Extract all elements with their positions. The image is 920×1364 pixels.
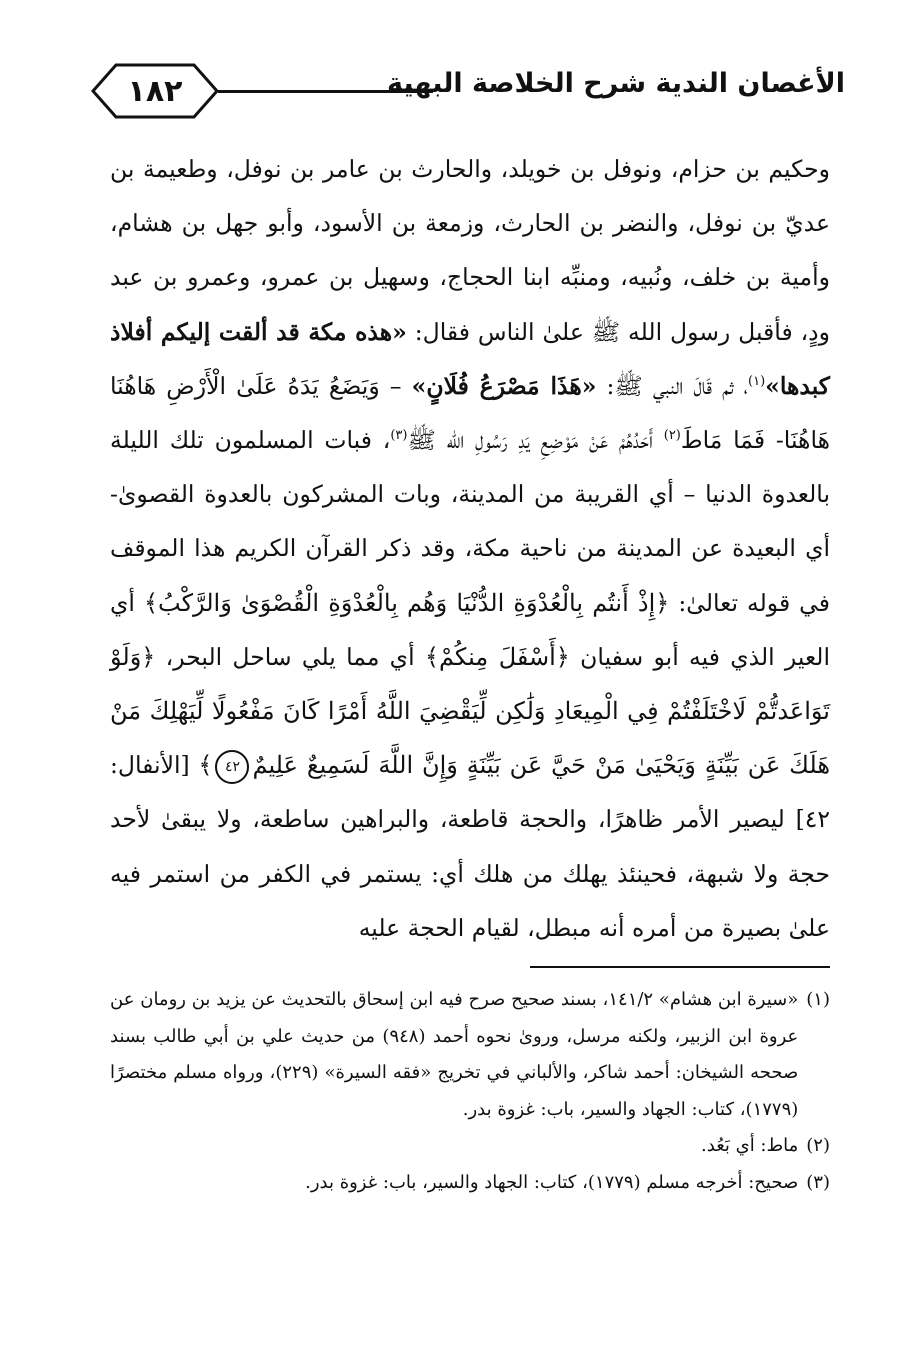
text-segment: أي مما يلي ساحل البحر، — [155, 642, 425, 671]
quran-verse: ﴿أَسْفَلَ مِنكُمْ﴾ — [424, 642, 570, 671]
quran-bracket: ﴾ — [198, 751, 213, 780]
page-number-badge — [90, 62, 220, 120]
footnote-number: (١) — [806, 989, 830, 1010]
text-segment: وحكيم بن حزام، ونوفل بن خويلد، والحارث بن عامر بن نوفل، وطعيمة بن عديّ بن نوفل، والنضر بن الحارث، وزمعة بن الأسود، وأبو جهل بن هشام، وأمية بن خلف، ونُبيه، ومنبِّه ابنا الحجاج، وسهيل بن عمرو، وعمرو بن عبد ودٍ، فأقبل رسول الله ﷺ علىٰ الناس فقال: — [110, 155, 830, 346]
footnote-text: «سيرة ابن هشام» ١٤١/٢، بسند صحيح صرح فيه ابن إسحاق بالتحديث عن يزيد بن رومان عن عروة ابن الزبير، ولكنه مرسل، وروىٰ نحوه أحمد (٩٤٨) من حديث علي بن أبي طالب بسند صححه الشيخان: أحمد شاكر، والألباني في تخريج «فقه السيرة» (٢٢٩)، ورواه مسلم مختصرًا (١٧٧٩)، كتاب: الجهاد والسير، باب: غزوة بدر. — [110, 989, 799, 1120]
footnote-number: (٣) — [806, 1171, 830, 1193]
text-segment: [الأنفال: ٤٢] ليصير الأمر ظاهرًا، والحجة قاطعة، والبراهين ساطعة، ولا يبقىٰ لأحد حجة ولا شبهة، فحينئذ يهلك من هلك أي: يستمر في الكفر من استمر فيه علىٰ بصيرة من أمره أنه مبطل، لقيام الحجة عليه — [110, 751, 830, 942]
main-text — [110, 142, 830, 955]
page-header — [90, 62, 845, 122]
footnote-ref-2[interactable]: (٢) — [663, 428, 681, 444]
footnote-separator — [530, 966, 830, 968]
footnote-ref-3[interactable]: (٣) — [390, 428, 408, 444]
text-segment: ، فبات المسلمون تلك الليلة بالعدوة الدنيا – أي القريبة من المدينة، وبات المشركون بالعدوة القصوىٰ- أي البعيدة عن المدينة من ناحية مكة، وقد ذكر القرآن الكريم هذا الموقف في قوله تعالىٰ: — [110, 426, 830, 617]
page-number: ١٨٢ — [127, 73, 183, 109]
footnote-item — [110, 1128, 830, 1165]
text-segment: – وَيَضَعُ يَدَهُ عَلَىٰ الْأَرْضِ هَاهُنَا هَاهُنَا- فَمَا مَاطَ — [110, 371, 831, 455]
main-paragraph — [110, 142, 830, 955]
footnote-ref-1[interactable]: (١) — [748, 373, 766, 389]
quran-verse: ﴿إِذْ أَنتُم بِالْعُدْوَةِ الدُّنْيَا وَهُم بِالْعُدْوَةِ الْقُصْوَىٰ وَالرَّكْبُ﴾ — [143, 588, 670, 617]
footnote-item — [110, 982, 830, 1128]
running-title: الأغصان الندية شرح الخلاصة البهية — [387, 68, 845, 99]
text-segment: أَحَدُهُمْ عَنْ مَوْضِعِ يَدِ رَسُولِ الله ﷺ — [407, 426, 664, 455]
hadith-quote: «هذه مكة قد ألقت إليكم أفلاذ كبدها» — [110, 317, 830, 400]
hadith-quote: «هَذَا مَصْرَعُ فُلَانٍ» — [411, 371, 597, 400]
text-segment: ، ثم قَالَ النبي ﷺ: — [596, 371, 748, 400]
footnote-text: صحيح: أخرجه مسلم (١٧٧٩)، كتاب: الجهاد والسير، باب: غزوة بدر. — [305, 1171, 799, 1193]
verse-number-marker: ٤٢ — [215, 750, 249, 784]
text-segment: أي العير الذي فيه أبو سفيان — [110, 588, 830, 671]
footnote-text: ماط: أي بَعُد. — [701, 1135, 799, 1156]
quran-verse: ﴿وَلَوْ تَوَاعَدتُّمْ لَاخْتَلَفْتُمْ فِي الْمِيعَادِ وَلَٰكِن لِّيَقْضِيَ اللَّهُ أَمْرًا كَانَ مَفْعُولًا لِّيَهْلِكَ مَنْ هَلَكَ عَن بَيِّنَةٍ وَيَحْيَىٰ مَنْ حَيَّ عَن بَيِّنَةٍ وَإِنَّ اللَّهَ لَسَمِيعٌ عَلِيمٌ — [110, 642, 830, 780]
footnote-number: (٢) — [806, 1135, 830, 1156]
footnote-item — [110, 1165, 830, 1202]
footnotes — [110, 982, 830, 1201]
